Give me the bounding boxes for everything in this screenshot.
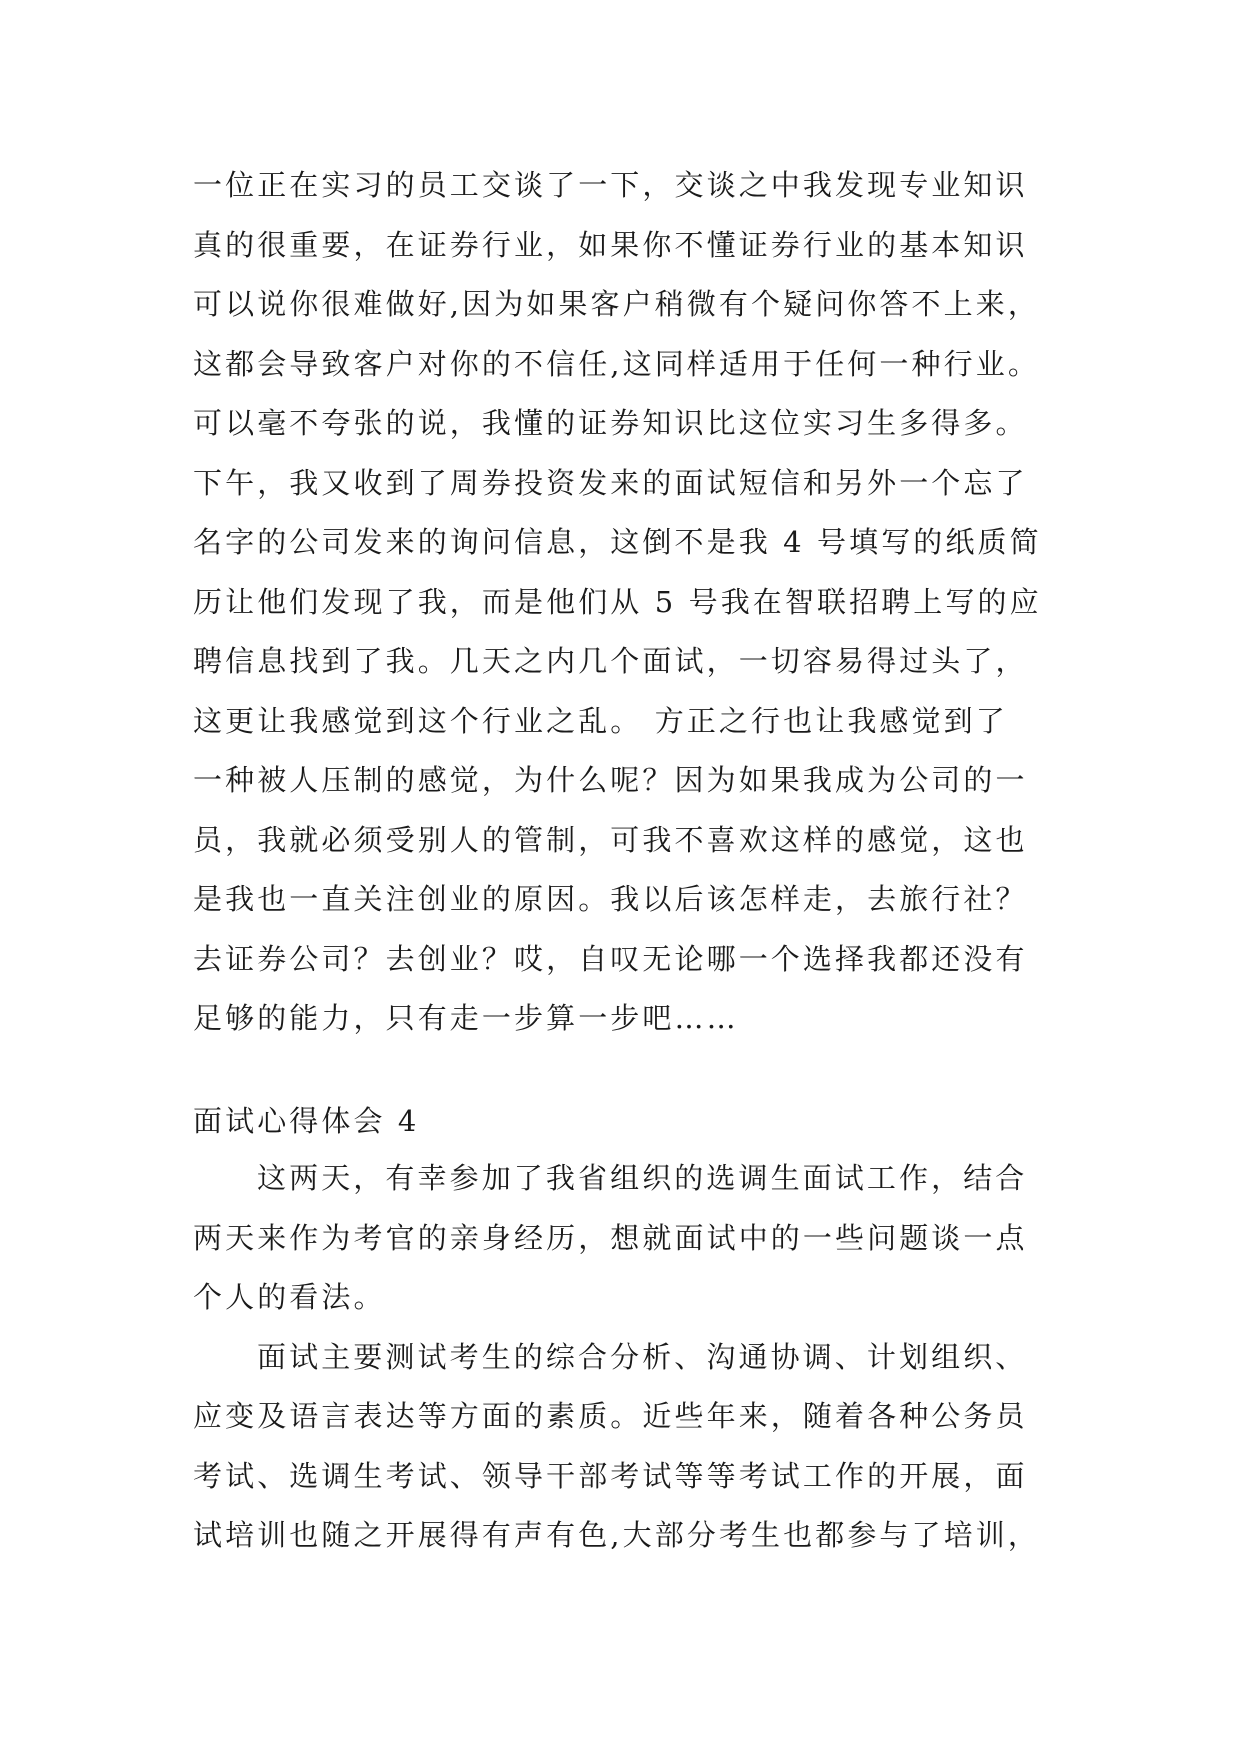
continuation-paragraph [193, 156, 1093, 1049]
text-line: 可以说你很难做好,因为如果客户稍微有个疑问你答不上来， [193, 287, 1040, 321]
text-line: 可以毫不夸张的说，我懂的证券知识比这位实习生多得多。 [193, 406, 1028, 440]
text-line: 这两天，有幸参加了我省组织的选调生面试工作，结合 [257, 1161, 1028, 1195]
text-line: 这更让我感觉到这个行业之乱。 方正之行也让我感觉到了 [193, 703, 1008, 738]
text-line: 这都会导致客户对你的不信任,这同样适用于任何一种行业。 [193, 346, 1040, 381]
text-line: 聘信息找到了我。几天之内几个面试，一切容易得过头了， [193, 644, 1028, 678]
text-line: 考试、选调生考试、领导干部考试等等考试工作的开展，面 [193, 1458, 1028, 1493]
text-line: 历让他们发现了我，而是他们从 5 号我在智联招聘上写的应 [193, 584, 1042, 619]
text-line: 足够的能力，只有走一步算一步吧…… [193, 1001, 739, 1035]
text-line: 去证券公司？去创业？哎，自叹无论哪一个选择我都还没有 [193, 941, 1028, 976]
text-line: 是我也一直关注创业的原因。我以后该怎样走，去旅行社？ [193, 882, 1028, 916]
text-line: 试培训也随之开展得有声有色,大部分考生也都参与了培训， [193, 1518, 1040, 1552]
text-line: 面试主要测试考生的综合分析、沟通协调、计划组织、 [257, 1339, 1028, 1374]
text-line: 下午，我又收到了周券投资发来的面试短信和另外一个忘了 [193, 465, 1028, 500]
text-line: 真的很重要，在证券行业，如果你不懂证券行业的基本知识 [193, 227, 1028, 262]
text-line: 个人的看法。 [193, 1280, 386, 1314]
text-line: 员，我就必须受别人的管制，可我不喜欢这样的感觉，这也 [193, 822, 1028, 857]
section-heading-text: 面试心得体会 4 [193, 1104, 420, 1138]
section-heading [193, 1092, 1093, 1152]
text-line: 名字的公司发来的询问信息，这倒不是我 4 号填写的纸质简 [193, 525, 1042, 559]
text-line: 应变及语言表达等方面的素质。近些年来，随着各种公务员 [193, 1399, 1028, 1433]
text-line: 一位正在实习的员工交谈了一下，交谈之中我发现专业知识 [193, 168, 1028, 202]
text-line: 两天来作为考官的亲身经历，想就面试中的一些问题谈一点 [193, 1220, 1028, 1255]
text-line: 一种被人压制的感觉，为什么呢？因为如果我成为公司的一 [193, 763, 1028, 797]
section-body [193, 1149, 1093, 1566]
